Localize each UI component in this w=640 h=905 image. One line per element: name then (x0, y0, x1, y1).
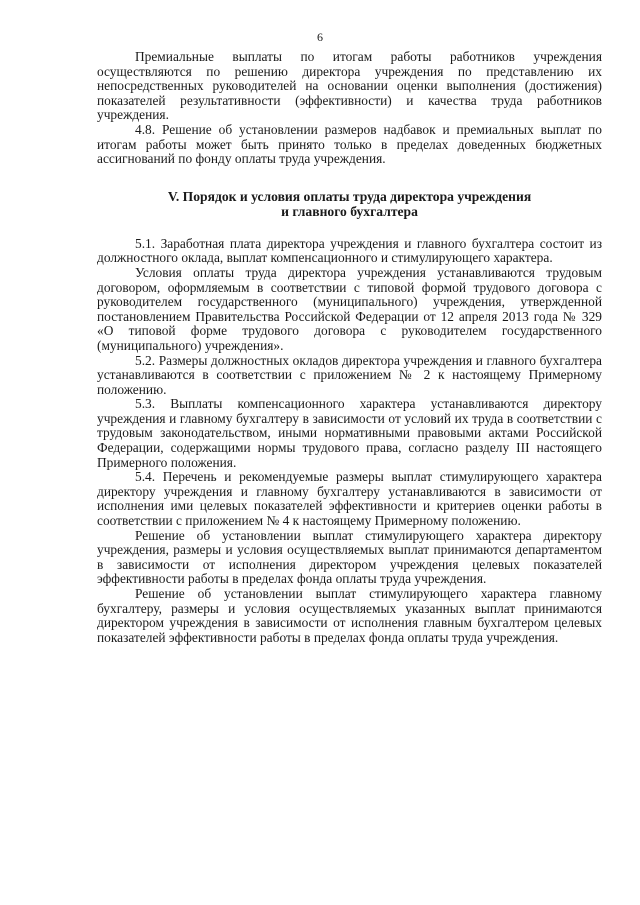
paragraph-bonus-payments: Премиальные выплаты по итогам работы работников учреждения осуществляются по решению директора учреждения по представлению их непосредственных руководителей на основании оценки выполнения (достижения) показателей результативности (эффективности) и качества труда работников учреждения. (97, 49, 602, 123)
paragraph-5-1: 5.1. Заработная плата директора учреждения и главного бухгалтера состоит из должностного оклада, выплат компенсационного и стимулирующего характера. (97, 235, 602, 266)
page-number: 6 (317, 30, 323, 44)
paragraph-director-contract: Условия оплаты труда директора учреждения устанавливаются трудовым договором, оформляемым в соответствии с типовой формой трудового договора с руководителем государственного (муниципального) учреждения, утвержденной постановлением Правительства Российской Федерации от 12 апреля 2013 года № 329 «О типовой форме трудового договора с руководителем государственного (муниципального) учреждения». (97, 264, 602, 353)
paragraph-5-4: 5.4. Перечень и рекомендуемые размеры выплат стимулирующего характера директору учреждения и главному бухгалтеру устанавливаются в зависимости от исполнения ими целевых показателей эффективности и критериев оценки работы в соответствии с приложением № 4 к настоящему Примерному положению. (97, 469, 602, 529)
section-heading (97, 189, 602, 219)
paragraph-4-8: 4.8. Решение об установлении размеров надбавок и премиальных выплат по итогам работы может быть принято только в пределах доведенных бюджетных ассигнований по фонду оплаты труда учреждения. (97, 121, 602, 167)
paragraph-5-2: 5.2. Размеры должностных окладов директора учреждения и главного бухгалтера устанавливаются в соответствии с приложением № 2 к настоящему Примерному положению. (97, 352, 602, 397)
paragraph-accountant-incentive-decision: Решение об установлении выплат стимулирующего характера главному бухгалтеру, размеры и условия осуществляемых указанных выплат принимаются директором учреждения в зависимости от исполнения главным бухгалтером целевых показателей эффективности работы в пределах фонда оплаты труда учреждения. (97, 586, 602, 645)
paragraph-5-3: 5.3. Выплаты компенсационного характера устанавливаются директору учреждения и главному бухгалтеру в зависимости от условий их труда в соответствии с трудовым законодательством, иными нормативными правовыми актами Российской Федерации, содержащими нормы трудового права, согласно разделу III настоящего Примерного положения. (97, 396, 602, 470)
section-heading-line-1: V. Порядок и условия оплаты труда директора учреждения (167, 188, 532, 204)
paragraph-director-incentive-decision: Решение об установлении выплат стимулирующего характера директору учреждения, размеры и условия осуществляемых выплат принимаются департаментом в зависимости от исполнения директором учреждения целевых показателей эффективности работы в пределах фонда оплаты труда учреждения. (97, 527, 602, 587)
document-body (97, 50, 602, 645)
section-heading-line-2: и главного бухгалтера (281, 203, 418, 219)
